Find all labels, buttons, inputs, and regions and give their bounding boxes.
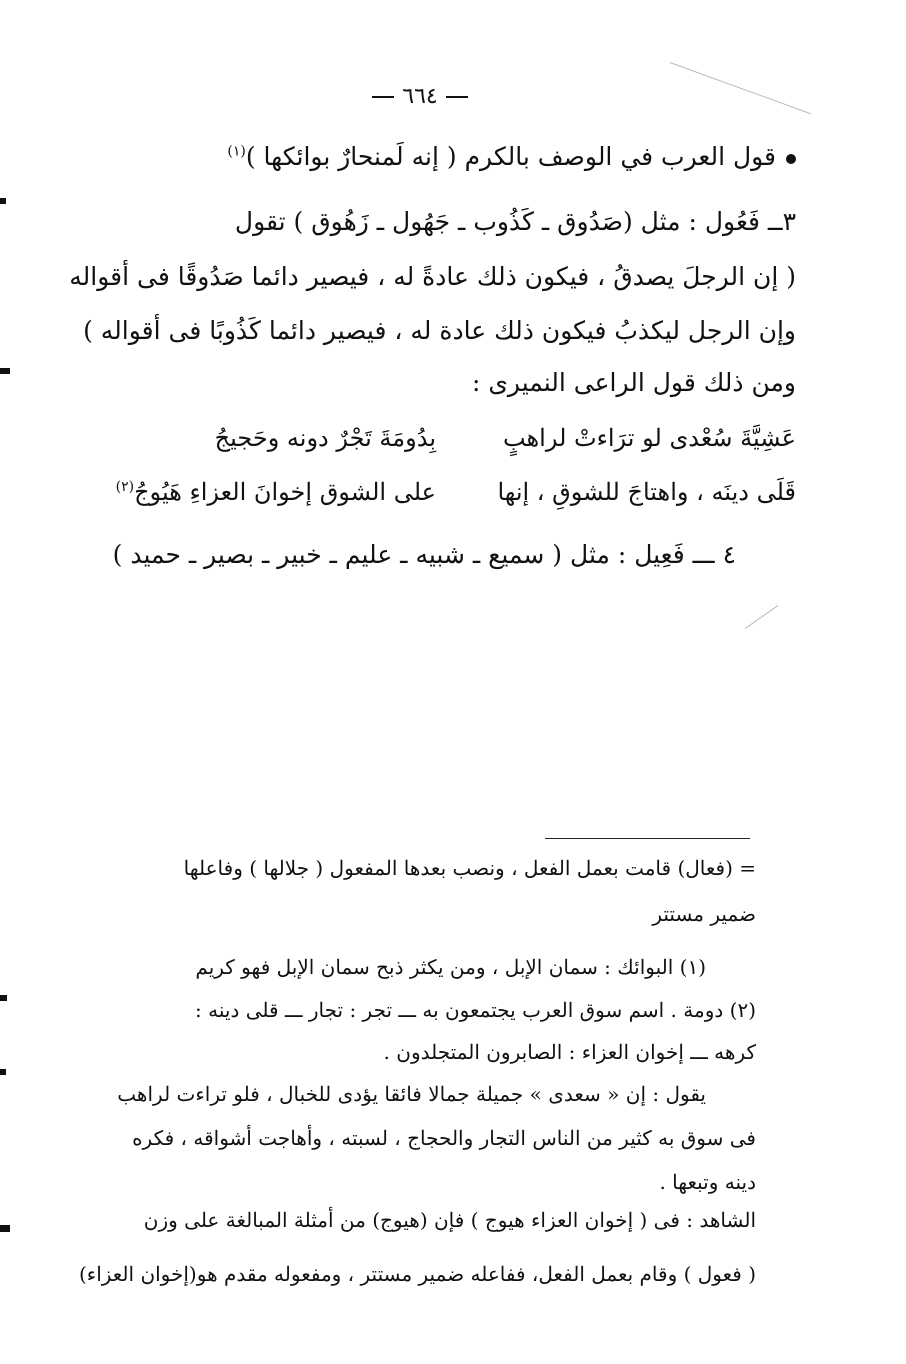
footnote-ref-2: (٢) <box>115 479 135 495</box>
item-4: ٤ ـــ فَعِيل : مثل ( سميع ـ شبيه ـ عليم ـ خبير ـ بصير ـ حميد ) <box>112 540 736 569</box>
footnote-2-line-1: (٢) دومة . اسم سوق العرب يجتمعون به ـــ تجر : تجار ـــ قلى دينه : <box>195 998 756 1022</box>
page-number-dash-right <box>446 96 468 98</box>
footnote-2-line-4: فى سوق به كثير من الناس التجار والحجاج ، لسبته ، وأهاجت أشواقه ، فكره <box>132 1126 756 1150</box>
verse-1-hemistich-2: بِدُومَةَ تَجْرٌ دونه وحَجيجُ <box>214 424 436 452</box>
verse-1-hemistich-1: عَشِيَّةَ سُعْدى لو ترَاءتْ لراهبٍ <box>502 424 796 452</box>
bullet-icon <box>786 154 796 164</box>
footnote-2-line-2: كرهه ـــ إخوان العزاء : الصابرون المتجلدون . <box>383 1040 756 1064</box>
footnote-rule <box>545 838 750 839</box>
scan-margin-mark <box>0 1069 6 1075</box>
footnote-continuation-1: = (فعال) قامت بعمل الفعل ، ونصب بعدها المفعول ( جلالها ) وفاعلها <box>183 856 756 880</box>
scan-margin-mark <box>0 1225 10 1232</box>
page-number-value: ٦٦٤ <box>402 84 438 109</box>
page-number-dash-left <box>372 96 394 98</box>
item-3: ٣ــ فَعُول : مثل (صَدُوق ـ كَذُوب ـ جَهُول ـ زَهُوق ) تقول <box>234 207 796 236</box>
footnote-ref-1: (١) <box>227 143 246 160</box>
body-line-2: ( إن الرجلَ يصدقُ ، فيكون ذلك عادةً له ، فيصير دائما صَدُوقًا فى أقواله <box>69 262 796 291</box>
bullet-line <box>227 142 796 171</box>
verse-2-hemistich-1: قَلَى دينَه ، واهتاجَ للشوقِ ، إنها <box>497 478 796 506</box>
scan-artifact-line <box>745 605 778 629</box>
shahid-line-1: الشاهد : فى ( إخوان العزاء هيوج ) فإن (هيوج) من أمثلة المبالغة على وزن <box>143 1208 756 1232</box>
body-line-3: وإن الرجل ليكذبُ فيكون ذلك عادة له ، فيصير دائما كَذُوبًا فى أقواله ) <box>83 316 796 345</box>
footnote-continuation-2: ضمير مستتر <box>652 902 756 926</box>
bullet-line-text: قول العرب في الوصف بالكرم ( إنه لَمنحارٌ بوائكها ) <box>245 142 776 171</box>
page-number <box>0 84 840 109</box>
body-line-4: ومن ذلك قول الراعى النميرى : <box>471 368 796 397</box>
shahid-line-2: ( فعول ) وقام بعمل الفعل، ففاعله ضمير مستتر ، ومفعوله مقدم هو(إخوان العزاء) <box>78 1262 756 1286</box>
verse-2-hemistich-2-text: على الشوق إخوانَ العزاءِ هَيُوجُ <box>134 478 436 506</box>
verse-2-hemistich-2 <box>116 478 436 506</box>
scan-margin-mark <box>0 368 10 374</box>
scan-margin-mark <box>0 995 7 1001</box>
footnote-2-line-5: دينه وتبعها . <box>659 1170 756 1194</box>
scan-margin-mark <box>0 198 6 204</box>
footnote-2-line-3: يقول : إن « سعدى » جميلة جمالا فائقا يؤدى للخبال ، فلو تراءت لراهب <box>117 1082 706 1106</box>
footnote-1: (١) البوائك : سمان الإبل ، ومن يكثر ذبح سمان الإبل فهو كريم <box>195 955 706 979</box>
